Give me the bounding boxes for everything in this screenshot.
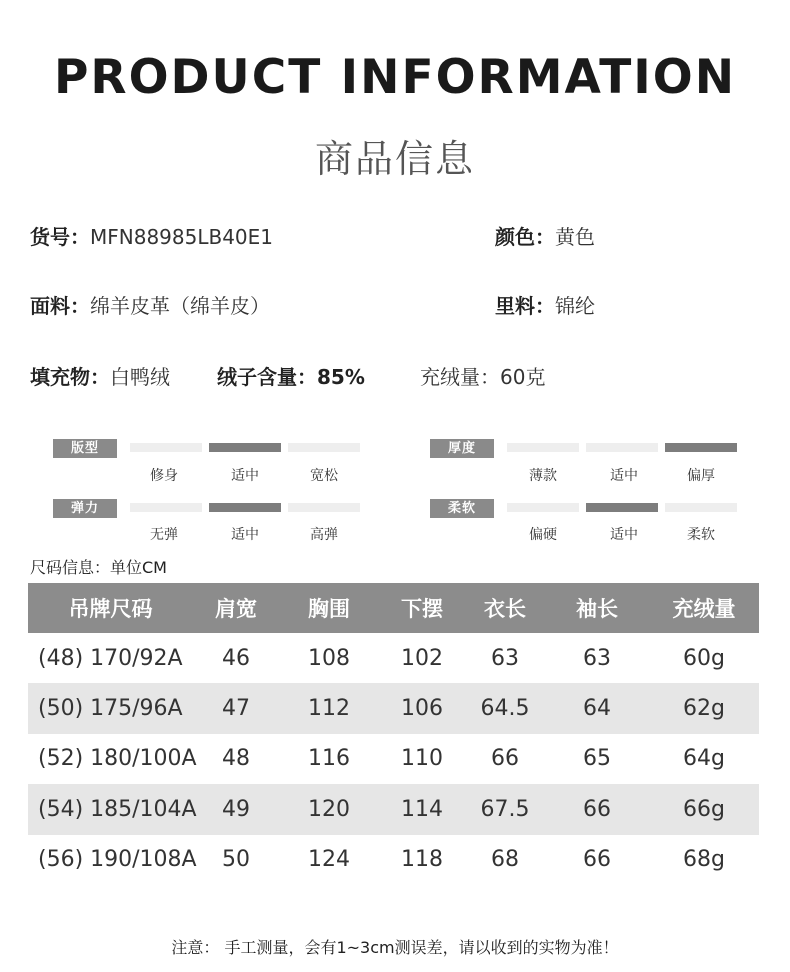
item-no-value: MFN88985LB40E1 [90,225,274,249]
table-row [28,683,759,733]
table-cell: 60g [683,645,725,671]
table-header [28,583,759,633]
page-title-cn: 商品信息 [314,137,475,181]
info-fabric [30,290,270,319]
table-cell: 49 [222,796,250,822]
scale-bar-selected [586,503,658,512]
size-table [28,583,759,885]
table-cell: (50) 175/96A [38,696,183,722]
scale-option: 适中 [610,527,638,543]
info-lining [495,290,595,319]
down-content-value: 85% [317,365,365,389]
table-cell: 66 [491,746,519,772]
fill-amount-label: 充绒量： [420,365,500,389]
scale-option: 偏厚 [687,468,715,484]
scale-option: 无弹 [150,527,178,543]
table-header-cell: 胸围 [308,597,350,621]
table-row [28,784,759,834]
table-cell: 114 [401,796,443,822]
filling-value: 白鸭绒 [110,365,170,389]
scale-bar [288,503,360,512]
scale-bar [507,443,579,452]
table-cell: 66 [583,847,611,873]
table-cell: 63 [583,645,611,671]
table-cell: 47 [222,696,250,722]
lining-label: 里料： [495,294,555,318]
info-fill-amount [420,361,545,390]
scale-bar [507,503,579,512]
scale-bar [665,503,737,512]
table-cell: (52) 180/100A [38,746,197,772]
scale-option: 适中 [231,468,259,484]
table-header-cell: 充绒量 [672,597,736,621]
table-cell: 106 [401,696,443,722]
filling-label: 填充物： [30,365,110,389]
lining-value: 锦纶 [555,294,595,318]
scale-label-thickness: 厚度 [430,439,494,458]
table-header-cell: 吊牌尺码 [68,597,153,621]
scale-bar-selected [209,503,281,512]
table-cell: 68 [491,847,519,873]
fill-amount-value: 60克 [500,365,546,389]
table-row [28,633,759,683]
table-header-cell: 袖长 [576,597,618,621]
table-cell: 67.5 [480,796,530,822]
color-label: 颜色： [495,225,555,249]
info-color [495,221,595,250]
fabric-label: 面料： [30,294,90,318]
scale-option: 宽松 [310,468,338,484]
scale-option: 薄款 [529,468,557,484]
table-cell: 124 [308,847,350,873]
table-cell: 118 [401,847,443,873]
table-cell: 64.5 [480,696,530,722]
scale-label-softness: 柔软 [430,499,494,518]
table-header-cell: 下摆 [401,597,443,621]
scale-option: 适中 [610,468,638,484]
size-unit-note: 尺码信息：单位CM [30,558,167,577]
table-cell: 108 [308,645,350,671]
table-cell: 62g [683,696,725,722]
table-cell: 63 [491,645,519,671]
table-header-cell: 肩宽 [215,597,257,621]
table-cell: 66 [583,796,611,822]
info-item-no [30,221,273,250]
scale-option: 偏硬 [529,527,557,543]
table-row [28,734,759,784]
table-cell: (56) 190/108A [38,847,197,873]
table-header-cell: 衣长 [484,597,526,621]
scale-bar [586,443,658,452]
table-cell: 64 [583,696,611,722]
down-content-label: 绒子含量： [217,365,317,389]
table-cell: 120 [308,796,350,822]
scale-bar [130,443,202,452]
fabric-value: 绵羊皮革（绵羊皮） [90,294,270,318]
scale-label-elasticity: 弹力 [53,499,117,518]
table-cell: 68g [683,847,725,873]
footer-note: 注意： 手工测量，会有1~3cm测误差，请以收到的实物为准！ [171,938,619,957]
table-cell: 46 [222,645,250,671]
table-cell: 48 [222,746,250,772]
table-row [28,835,759,885]
scale-option: 适中 [231,527,259,543]
table-cell: 110 [401,746,443,772]
scale-bar-selected [209,443,281,452]
table-cell: 112 [308,696,350,722]
table-cell: (48) 170/92A [38,645,183,671]
scale-label-fit: 版型 [53,439,117,458]
scale-option: 柔软 [687,527,715,543]
scale-bar [130,503,202,512]
info-down-content [217,361,365,390]
table-cell: 66g [683,796,725,822]
scale-bar-selected [665,443,737,452]
scale-bar [288,443,360,452]
table-cell: 64g [683,746,725,772]
page-title-en: PRODUCT INFORMATION [53,50,737,105]
item-no-label: 货号： [30,225,90,249]
table-cell: 65 [583,746,611,772]
color-value: 黄色 [555,225,595,249]
table-cell: 102 [401,645,443,671]
table-cell: 50 [222,847,250,873]
table-cell: (54) 185/104A [38,796,197,822]
scale-option: 高弹 [310,527,338,543]
info-filling [30,361,170,390]
table-cell: 116 [308,746,350,772]
scale-option: 修身 [150,468,178,484]
